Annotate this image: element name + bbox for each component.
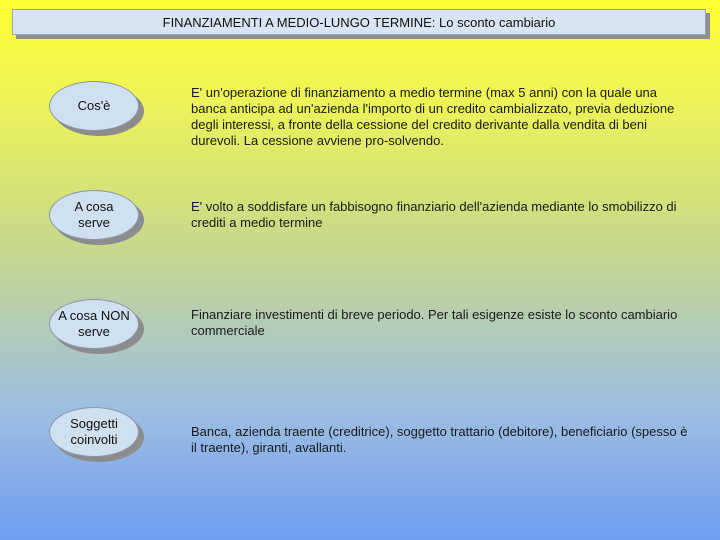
slide-title: [12, 9, 706, 35]
label-ellipse-text: Soggetti coinvolti: [70, 416, 118, 447]
label-ellipse-a-cosa-non-serve: [49, 299, 139, 349]
description-a-cosa-serve: E' volto a soddisfare un fabbisogno finanziario dell'azienda mediante lo smobilizzo di crediti a medio termine: [191, 199, 677, 230]
label-ellipse-a-cosa-serve: [49, 190, 139, 240]
label-ellipse-text: A cosa NON serve: [58, 308, 130, 339]
label-ellipse-text: A cosa serve: [74, 199, 114, 230]
label-ellipse-cos-e: [49, 81, 139, 131]
label-ellipse-soggetti-coinvolti: [49, 407, 139, 457]
slide-title-text: FINANZIAMENTI A MEDIO-LUNGO TERMINE: Lo sconto cambiario: [162, 14, 556, 30]
description-soggetti-coinvolti: Banca, azienda traente (creditrice), soggetto trattario (debitore), beneficiario (spesso è il traente), giranti, avallanti.: [191, 424, 688, 455]
label-ellipse-text: Cos'è: [77, 98, 111, 113]
description-a-cosa-non-serve: Finanziare investimenti di breve periodo. Per tali esigenze esiste lo sconto cambiario commerciale: [191, 307, 678, 338]
description-cos-e: E' un'operazione di finanziamento a medio termine (max 5 anni) con la quale una banca anticipa ad un'azienda l'importo di un credito cambializzato, previa deduzione degli interessi, a fronte della cessione del credito derivante dalla vendita di beni durevoli. La cessione avviene pro-solvendo.: [191, 85, 675, 148]
